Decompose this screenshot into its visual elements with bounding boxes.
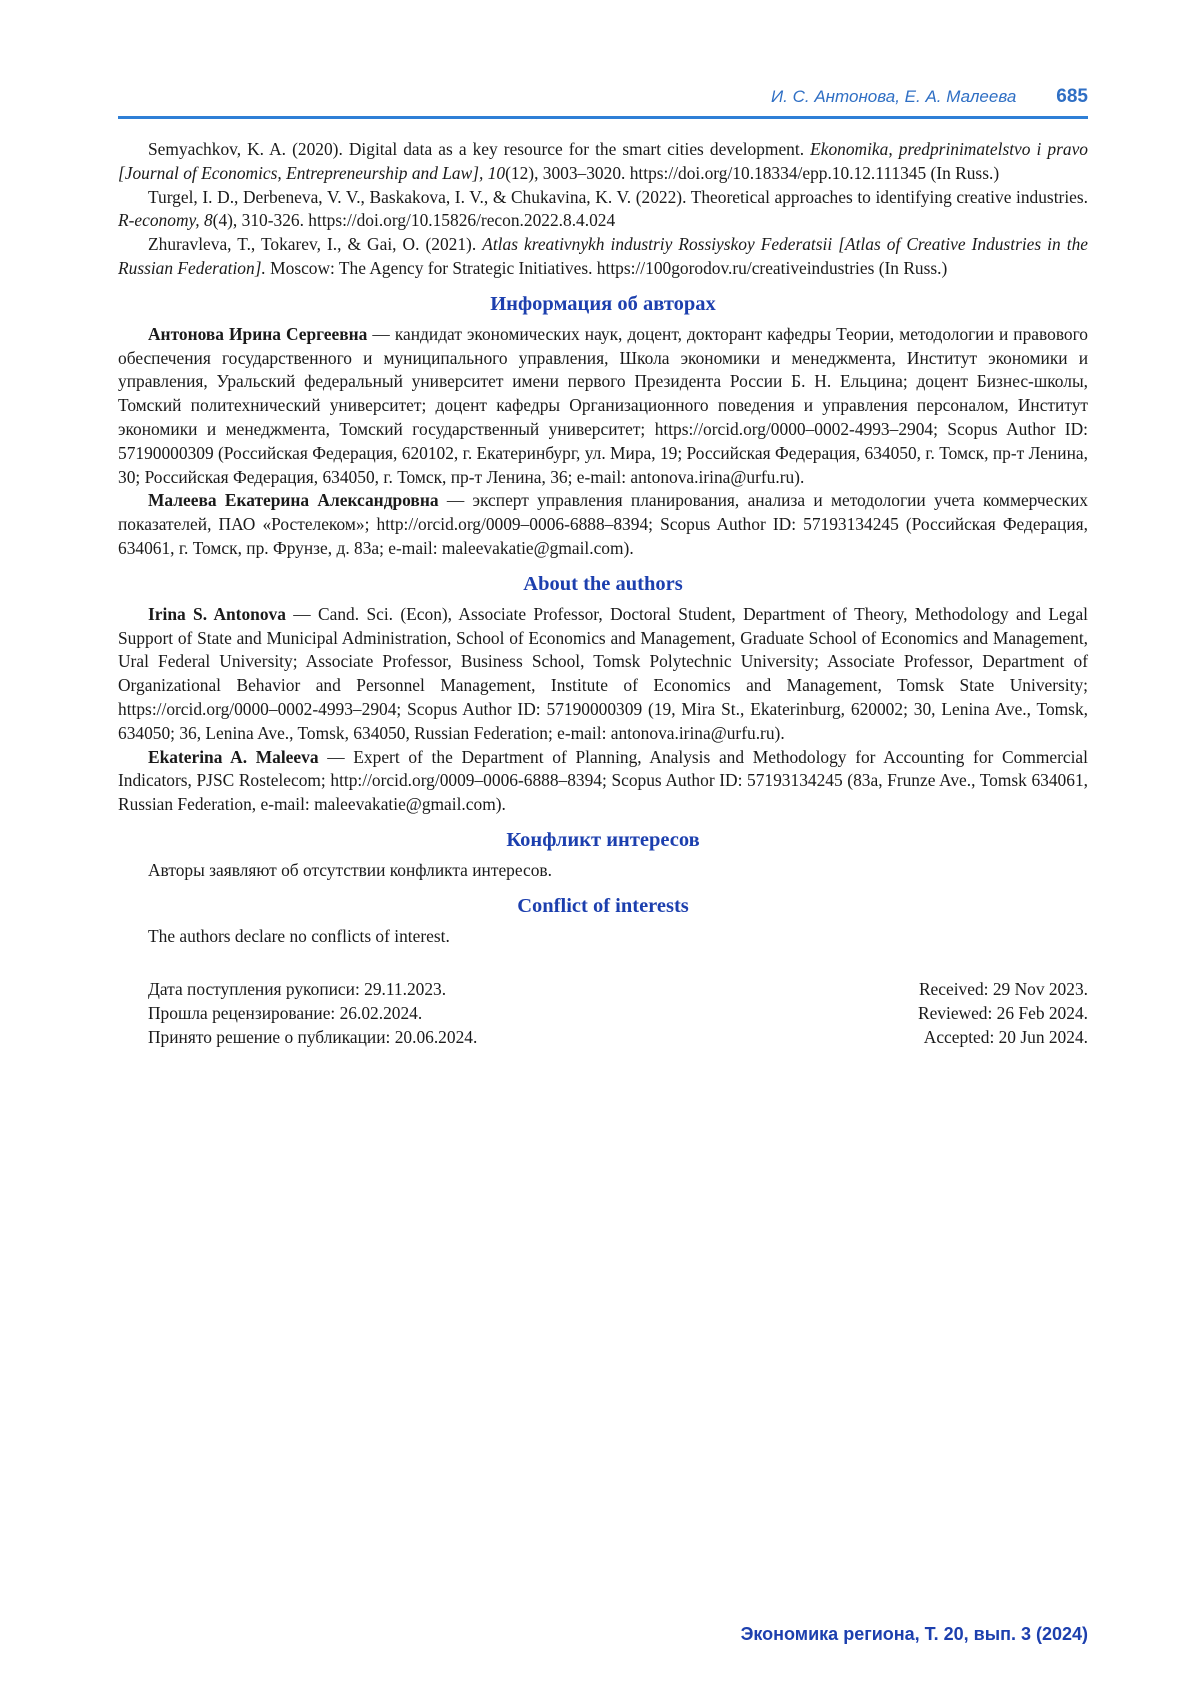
conflict-statement-ru: Авторы заявляют об отсутствии конфликта интересов. [148,859,552,880]
author-name: Малеева Екатерина Александровна [148,490,439,511]
dates-ru [118,977,477,1049]
reference-italic: R-economy, 8 [118,210,213,231]
author-bio [118,323,1088,490]
date-reviewed-en: Reviewed: 26 Feb 2024. [917,1002,1088,1023]
author-name: Irina S. Antonova [148,603,286,624]
date-received-en: Received: 29 Nov 2023. [918,978,1088,999]
reference-entry [118,233,1088,281]
author-name: Ekaterina A. Maleeva [148,746,319,767]
running-head [118,86,1088,108]
author-details: — Cand. Sci. (Econ), Associate Professor, Doctoral Student, Department of Theory, Methodology and Legal Support of State and Municipal Administration, School of Economics and Management, Graduate School of Economics and Management, Ural Federal University; Associate Professor, Business School, Tomsk Polytechnic University; Associate Professor, Department of Organizational Behavior and Personnel Management, Institute of Economics and Management, Tomsk State University; https://orcid.org/0000–0002-4993–2904; Scopus Author ID: 57190000309 (19, Mira St., Ekaterinburg, 620002; 30, Lenina Ave., Tomsk, 634050; 36, Lenina Ave., Tomsk, 634050, Russian Federation; e-mail: antonova.irina@urfu.ru). [118,603,1088,743]
author-bio [118,746,1088,817]
journal-footer: Экономика региона, Т. 20, вып. 3 (2024) [740,1624,1088,1644]
reference-entry [118,138,1088,186]
author-details: — Expert of the Department of Planning, Analysis and Methodology for Accounting for Commercial Indicators, PJSC Rostelecom; http://orcid.org/0009–0006-6888–8394; Scopus Author ID: 57193134245 (83a, Frunze Ave., Tomsk 634061, Russian Federation, e-mail: maleevakatie@gmail.com). [118,746,1088,815]
reference-italic: Atlas kreativnykh industriy Rossiyskoy Federatsii [Atlas of Creative Industries in the Russian Federation]. [118,234,1088,278]
author-bio [118,603,1088,746]
section-heading-conflict-ru: Конфликт интересов [506,828,700,851]
author-name: Антонова Ирина Сергеевна [148,323,368,344]
reference-text: Moscow: The Agency for Strategic Initiatives. https://100gorodov.ru/creativeindustries (In Russ.) [265,257,948,278]
reference-entry [118,186,1088,234]
manuscript-dates [118,977,1088,1049]
header-rule [118,116,1088,119]
reference-text: (12), 3003–3020. https://doi.org/10.18334/epp.10.12.111345 (In Russ.) [505,162,1000,183]
reference-text: Zhuravleva, T., Tokarev, I., & Gai, O. (2021). [148,234,483,255]
reference-italic: Ekonomika, predprinimatelstvo i pravo [Journal of Economics, Entrepreneurship and Law], 10 [118,139,1088,183]
page-number: 685 [1056,86,1088,107]
conflict-statement-en: The authors declare no conflicts of interest. [148,925,450,946]
reference-text: Semyachkov, K. A. (2020). Digital data as a key resource for the smart cities development. [148,139,811,159]
reference-text: (4), 310-326. https://doi.org/10.15826/recon.2022.8.4.024 [212,210,616,231]
date-accepted-ru: Принято решение о публикации: 20.06.2024. [148,1026,478,1047]
content [118,138,1088,1049]
section-heading-authors-ru: Информация об авторах [490,292,716,315]
date-reviewed-ru: Прошла рецензирование: 26.02.2024. [148,1002,423,1023]
date-received-ru: Дата поступления рукописи: 29.11.2023. [148,978,447,999]
section-heading-conflict-en: Conflict of interests [517,894,689,917]
dates-en [918,977,1088,1049]
author-details: — кандидат экономических наук, доцент, докторант кафедры Теории, методологии и правового обеспечения государственного и муниципального управления, Школа экономики и менеджмента, Институт экономики и управления, Уральский федеральный университет имени первого Президента России Б. Н. Ельцина; доцент Бизнес-школы, Томский политехнический университет; доцент кафедры Организационного поведения и управления персоналом, Институт экономики и менеджмента, Томский государственный университет; https://orcid.org/0000–0002-4993–2904; Scopus Author ID: 57190000309 (Российская Федерация, 620102, г. Екатеринбург, ул. Мира, 19; Российская Федерация, 634050, г. Томск, пр-т Ленина, 30; Российская Федерация, 634050, г. Томск, пр-т Ленина, 36; e-mail: antonova.irina@urfu.ru). [118,323,1089,487]
author-bio [118,489,1088,560]
reference-text: Turgel, I. D., Derbeneva, V. V., Baskakova, I. V., & Chukavina, K. V. (2022). Theoretical approaches to identifying creative industries. [148,186,1088,207]
running-head-authors: И. С. Антонова, Е. А. Малеева [771,87,1017,106]
date-accepted-en: Accepted: 20 Jun 2024. [923,1026,1088,1047]
author-details: — эксперт управления планирования, анализа и методологии учета коммерческих показателей, ПАО «Ростелеком»; http://orcid.org/0009–0006-6888–8394; Scopus Author ID: 57193134245 (Российская Федерация, 634061, г. Томск, пр. Фрунзе, д. 83а; e-mail: maleevakatie@gmail.com). [118,490,1088,558]
section-heading-authors-en: About the authors [523,572,683,595]
